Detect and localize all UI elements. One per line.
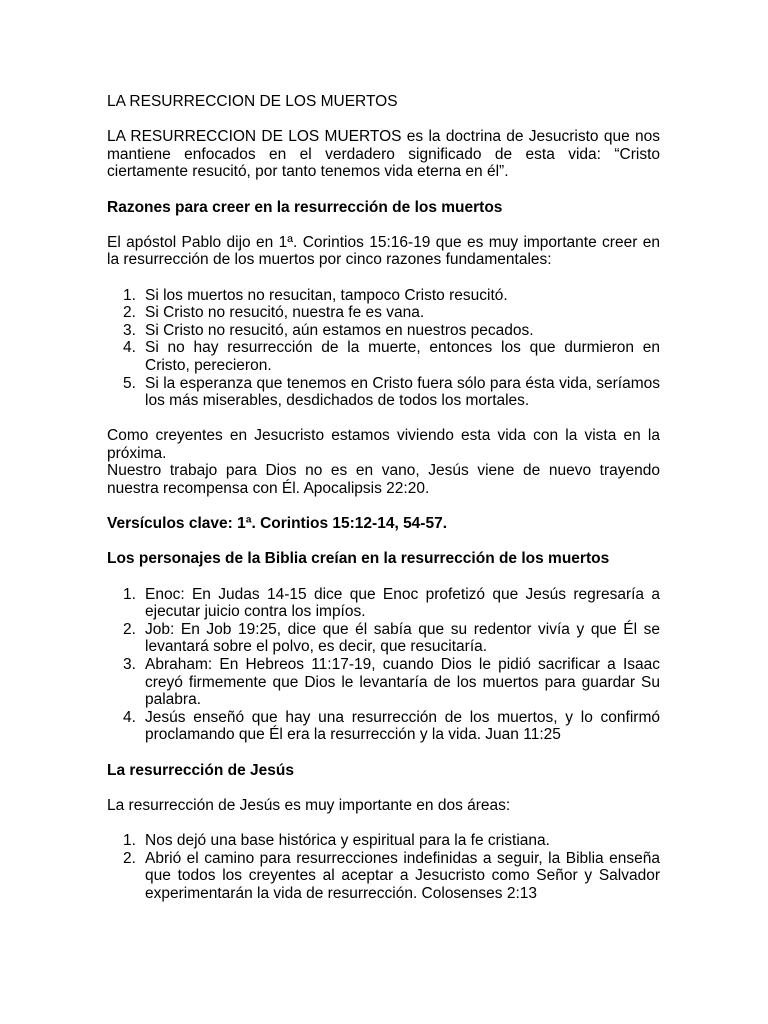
list-number: 3.	[123, 321, 136, 339]
closing-paragraph-2: Nuestro trabajo para Dios no es en vano, Jesús viene de nuevo trayendo nuestra recompensa con Él. Apocalipsis 22:20.	[107, 462, 660, 498]
list-item	[107, 304, 660, 322]
list-item	[107, 287, 660, 305]
list-item	[107, 375, 660, 410]
list-item	[107, 339, 660, 374]
list-number: 1.	[123, 831, 136, 849]
reasons-list	[107, 287, 660, 410]
list-item-text: Abraham: En Hebreos 11:17-19, cuando Dios le pidió sacrificar a Isaac creyó firmemente que Dios le levantaría de los muertos para guardar Su palabra.	[145, 656, 660, 709]
section-heading-characters: Los personajes de la Biblia creían en la resurrección de los muertos	[107, 550, 610, 568]
list-item-text: Si la esperanza que tenemos en Cristo fuera sólo para ésta vida, seríamos los más miserables, desdichados de todos los mortales.	[145, 374, 660, 410]
list-item-text: Si Cristo no resucitó, aún estamos en nuestros pecados.	[145, 321, 534, 339]
list-item-text: Si los muertos no resucitan, tampoco Cristo resucitó.	[145, 286, 508, 304]
list-item	[107, 656, 660, 709]
list-number: 4.	[123, 708, 136, 726]
reasons-intro-paragraph: El apóstol Pablo dijo en 1ª. Corintios 15:16-19 que es muy importante creer en la resurrección de los muertos por cinco razones fundamentales:	[107, 233, 660, 269]
list-number: 3.	[123, 656, 136, 673]
list-number: 2.	[123, 620, 136, 638]
list-item-text: Si no hay resurrección de la muerte, entonces los que durmieron en Cristo, perecieron.	[145, 339, 660, 374]
list-number: 2.	[123, 849, 136, 867]
list-item	[107, 586, 660, 621]
list-item	[107, 832, 660, 850]
document-page	[107, 93, 660, 902]
list-number: 5.	[123, 374, 136, 392]
list-number: 1.	[123, 286, 136, 304]
intro-paragraph: LA RESURRECCION DE LOS MUERTOS es la doctrina de Jesucristo que nos mantiene enfocados en el verdadero significado de esta vida: “Cristo ciertamente resucitó, por tanto tenemos vida eterna en él”.	[107, 128, 660, 181]
key-verses: Versículos clave: 1ª. Corintios 15:12-14, 54-57.	[107, 515, 448, 533]
list-item-text: Si Cristo no resucitó, nuestra fe es vana.	[145, 304, 425, 322]
list-item-text: Enoc: En Judas 14-15 dice que Enoc profetizó que Jesús regresaría a ejecutar juicio contra los impíos.	[145, 585, 660, 621]
list-number: 4.	[123, 339, 136, 357]
section-heading-reasons: Razones para creer en la resurrección de los muertos	[107, 198, 503, 216]
list-number: 2.	[123, 304, 136, 322]
list-item	[107, 850, 660, 903]
list-item	[107, 709, 660, 744]
jesus-list	[107, 832, 660, 902]
closing-paragraph-1: Como creyentes en Jesucristo estamos viviendo esta vida con la vista en la próxima.	[107, 427, 660, 462]
list-item-text: Job: En Job 19:25, dice que él sabía que su redentor vivía y que Él se levantará sobre el polvo, es decir, que resucitaría.	[145, 620, 660, 656]
list-item-text: Abrió el camino para resurrecciones indefinidas a seguir, la Biblia enseña que todos los creyentes al aceptar a Jesucristo como Señor y Salvador experimentarán la vida de resurrección. Colosenses 2:13	[145, 849, 660, 902]
document-title: LA RESURRECCION DE LOS MUERTOS	[107, 93, 398, 110]
jesus-intro-paragraph: La resurrección de Jesús es muy importante en dos áreas:	[107, 796, 511, 814]
list-item-text: Nos dejó una base histórica y espiritual para la fe cristiana.	[145, 831, 550, 849]
characters-list	[107, 586, 660, 744]
list-item-text: Jesús enseñó que hay una resurrección de los muertos, y lo confirmó proclamando que Él era la resurrección y la vida. Juan 11:25	[145, 708, 660, 744]
list-item	[107, 621, 660, 656]
list-number: 1.	[123, 585, 136, 603]
section-heading-jesus: La resurrección de Jesús	[107, 761, 294, 779]
list-item	[107, 322, 660, 340]
